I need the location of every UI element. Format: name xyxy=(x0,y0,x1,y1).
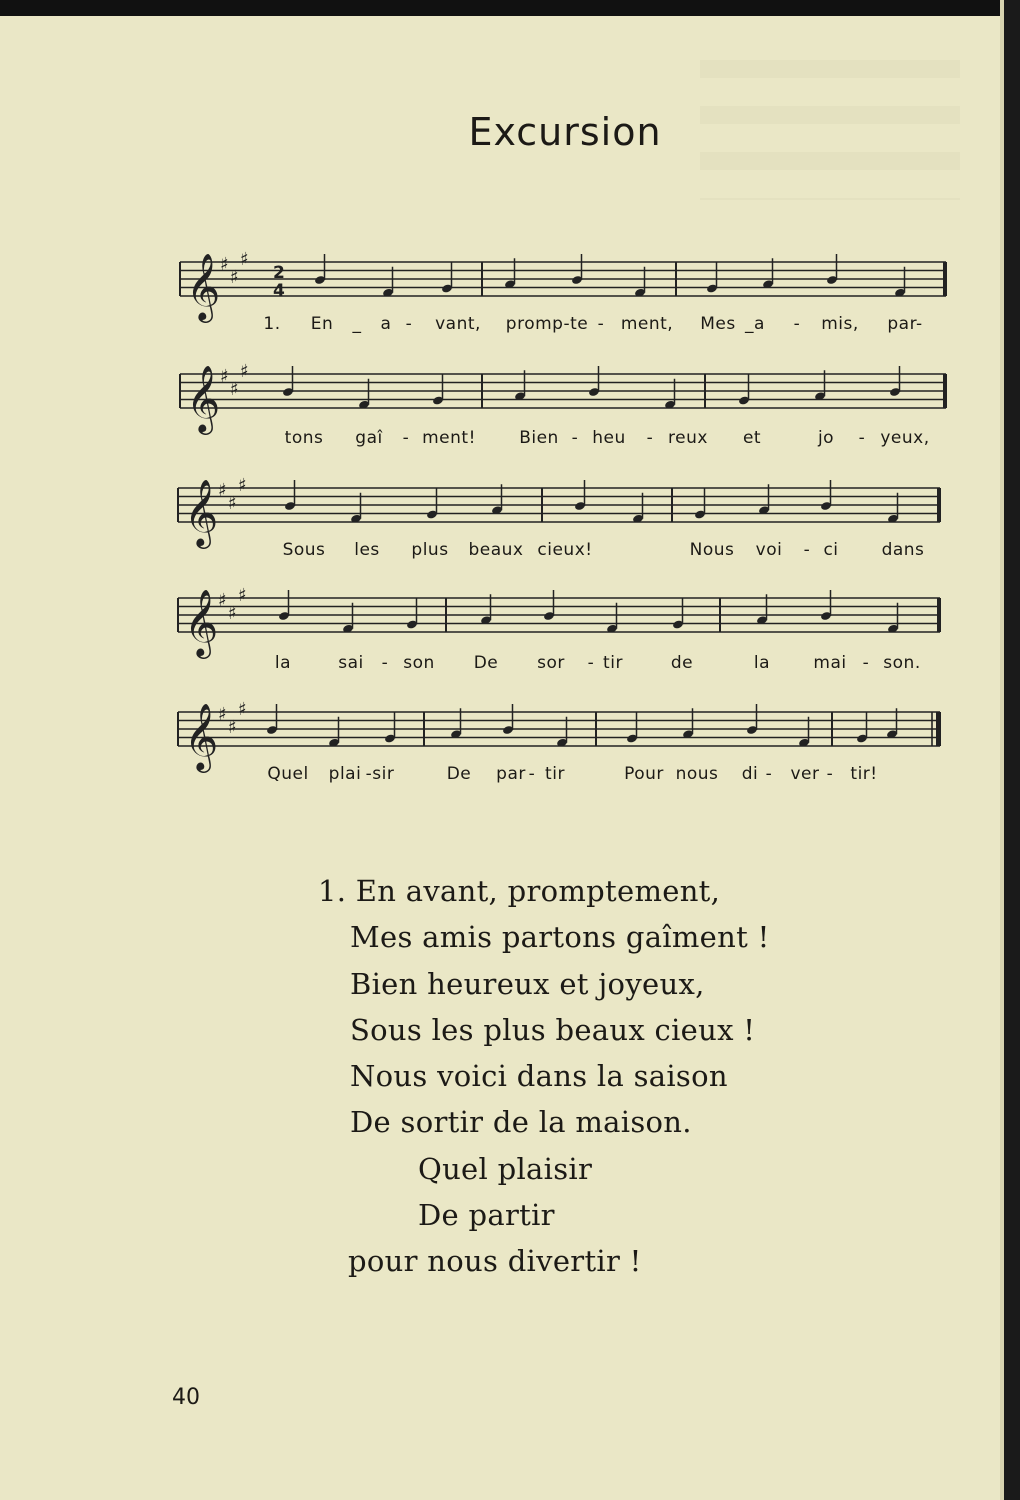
lyric-syllable: - xyxy=(765,764,773,784)
poem-line: Nous voici dans la saison xyxy=(350,1059,728,1094)
lyric-syllable: promp-te xyxy=(505,314,589,334)
lyric-syllable: jo xyxy=(817,428,835,448)
lyric-syllable: sor xyxy=(537,653,565,673)
lyric-syllable: yeux, xyxy=(880,428,930,448)
lyric-syllable: plai xyxy=(328,764,362,784)
lyric-syllable: - xyxy=(381,653,389,673)
lyric-syllable: de xyxy=(670,653,694,673)
sharp-icon: ♯ xyxy=(240,249,249,270)
sharp-icon: ♯ xyxy=(240,361,249,382)
lyric-syllable: - xyxy=(826,764,834,784)
sharp-icon: ♯ xyxy=(220,366,229,387)
lyric-syllable: - xyxy=(646,428,654,448)
lyric-syllable: reux xyxy=(668,428,708,448)
lyric-syllable: De xyxy=(473,653,499,673)
lyric-syllable: dans xyxy=(881,540,925,560)
lyric-syllable: En xyxy=(310,314,334,334)
lyric-syllable: son xyxy=(403,653,435,673)
lyric-syllable: par xyxy=(496,764,526,784)
lyric-syllable: mis, xyxy=(821,314,859,334)
lyric-syllable: heu xyxy=(592,428,626,448)
lyric-syllable: beaux xyxy=(468,540,524,560)
lyric-syllable: son. xyxy=(883,653,921,673)
lyric-syllable: 1. xyxy=(263,314,281,334)
lyric-syllable: Pour xyxy=(624,764,664,784)
treble-clef-icon: 𝄞 xyxy=(186,364,221,432)
poem-line: Sous les plus beaux cieux ! xyxy=(350,1012,756,1047)
lyric-syllable: Bien xyxy=(519,428,559,448)
lyric-syllable: et xyxy=(742,428,762,448)
lyric-syllable: - xyxy=(803,540,811,560)
treble-clef-icon: 𝄞 xyxy=(184,478,219,546)
poem-line: pour nous divertir ! xyxy=(348,1244,642,1279)
lyric-syllable: - xyxy=(587,653,595,673)
poem-line: De partir xyxy=(418,1198,555,1233)
lyric-syllable: nous xyxy=(675,764,719,784)
poem-verse xyxy=(318,868,878,1285)
sharp-icon: ♯ xyxy=(218,704,227,725)
poem-line: 1. En avant, promptement, xyxy=(318,874,721,908)
song-title: Excursion xyxy=(468,110,662,154)
lyric-syllable: -sir xyxy=(365,764,395,784)
lyric-syllable: - xyxy=(858,428,866,448)
lyric-syllable: ci xyxy=(823,540,839,560)
lyric-syllable: _ xyxy=(352,314,362,334)
sharp-icon: ♯ xyxy=(238,585,247,606)
lyric-syllable: la xyxy=(274,653,292,673)
lyric-syllable: sai xyxy=(338,653,364,673)
lyric-syllable: les xyxy=(354,540,380,560)
sharp-icon: ♯ xyxy=(238,475,247,496)
final-bar-line xyxy=(936,712,941,746)
sharp-icon: ♯ xyxy=(228,493,237,514)
lyric-syllable: tir xyxy=(603,653,623,673)
sharp-icon: ♯ xyxy=(230,379,239,400)
lyric-syllable: Nous xyxy=(689,540,735,560)
lyric-syllable: tir xyxy=(545,764,565,784)
sharp-icon: ♯ xyxy=(220,254,229,275)
poem-line: Bien heureux et joyeux, xyxy=(350,966,705,1001)
poem-line: De sortir de la maison. xyxy=(350,1105,692,1140)
lyric-syllable: - xyxy=(402,428,410,448)
time-signature-bottom: 4 xyxy=(273,281,285,301)
lyric-syllable: - xyxy=(528,764,536,784)
sharp-icon: ♯ xyxy=(218,480,227,501)
lyric-syllable: Mes xyxy=(700,314,736,334)
lyric-syllable: ment, xyxy=(620,314,674,334)
lyric-syllable: par- xyxy=(887,314,923,334)
lyric-syllable: - xyxy=(571,428,579,448)
lyric-syllable: - xyxy=(597,314,605,334)
sharp-icon: ♯ xyxy=(238,699,247,720)
lyric-syllable: plus xyxy=(411,540,449,560)
lyric-syllable: mai xyxy=(813,653,847,673)
sharp-icon: ♯ xyxy=(228,603,237,624)
lyric-syllable: - xyxy=(793,314,801,334)
treble-clef-icon: 𝄞 xyxy=(184,588,219,656)
treble-clef-icon: 𝄞 xyxy=(184,702,219,770)
sharp-icon: ♯ xyxy=(218,590,227,611)
time-signature-top: 2 xyxy=(273,263,285,283)
lyric-syllable: la xyxy=(753,653,771,673)
lyric-syllable: ver xyxy=(790,764,820,784)
lyric-syllable: cieux! xyxy=(537,540,593,560)
lyric-syllable: - xyxy=(862,653,870,673)
lyric-syllable: a xyxy=(380,314,392,334)
lyric-syllable: vant, xyxy=(435,314,481,334)
lyric-syllable: voi xyxy=(755,540,783,560)
lyric-syllable: Quel xyxy=(267,764,309,784)
lyric-syllable: tir! xyxy=(850,764,878,784)
lyric-syllable: - xyxy=(405,314,413,334)
lyric-syllable: ment! xyxy=(422,428,476,448)
sharp-icon: ♯ xyxy=(230,267,239,288)
sharp-icon: ♯ xyxy=(228,717,237,738)
lyric-line xyxy=(0,764,1020,794)
poem-line: Mes amis partons gaîment ! xyxy=(350,920,770,955)
lyric-syllable: di xyxy=(741,764,759,784)
page-number: 40 xyxy=(172,1385,200,1410)
lyric-syllable: _a xyxy=(745,314,765,334)
lyric-syllable: gaî xyxy=(355,428,383,448)
lyric-syllable: Sous xyxy=(282,540,326,560)
poem-line: Quel plaisir xyxy=(418,1151,593,1186)
lyric-syllable: tons xyxy=(284,428,324,448)
treble-clef-icon: 𝄞 xyxy=(186,252,221,320)
lyric-syllable: De xyxy=(446,764,472,784)
